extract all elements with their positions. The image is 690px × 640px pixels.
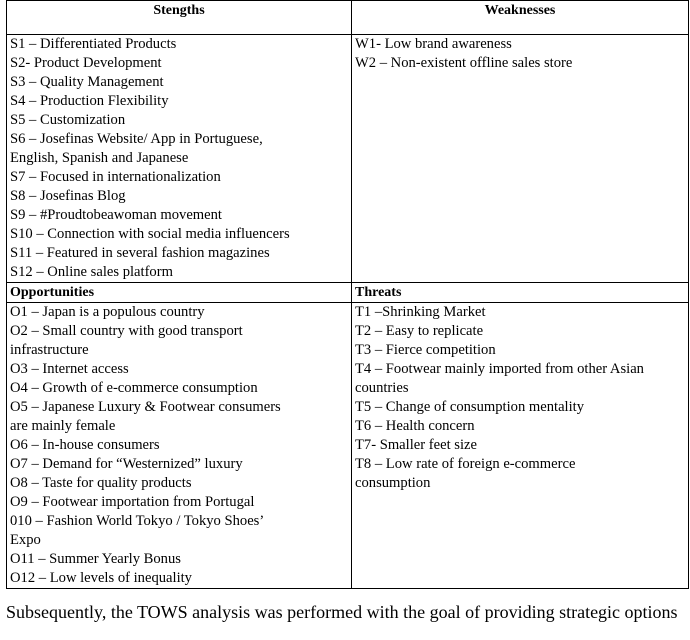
strength-item: English, Spanish and Japanese (10, 150, 189, 166)
strength-item: S10 – Connection with social media influencers (10, 226, 290, 242)
opportunity-item: O8 – Taste for quality products (10, 475, 192, 491)
threat-item: countries (355, 380, 409, 396)
weaknesses-cell (352, 35, 689, 283)
strength-item: S7 – Focused in internationalization (10, 169, 221, 185)
opportunity-item: are mainly female (10, 418, 116, 434)
opportunities-cell (7, 303, 352, 589)
threats-cell (352, 303, 689, 589)
opportunities-threats-row (7, 303, 689, 589)
weakness-item: W2 – Non-existent offline sales store (355, 55, 573, 71)
threat-item: T4 – Footwear mainly imported from other Asian (355, 361, 644, 377)
swot-table (6, 0, 689, 589)
opportunity-item: 010 – Fashion World Tokyo / Tokyo Shoes’ (10, 513, 265, 529)
threat-item: T1 –Shrinking Market (355, 304, 486, 320)
strengths-weaknesses-row (7, 35, 689, 283)
weakness-item: W1- Low brand awareness (355, 36, 512, 52)
body-paragraph-text: Subsequently, the TOWS analysis was performed with the goal of providing strategic options (6, 602, 678, 622)
opportunity-item: O11 – Summer Yearly Bonus (10, 551, 181, 567)
header-row (7, 1, 689, 35)
strength-item: S1 – Differentiated Products (10, 36, 177, 52)
opportunity-item: O9 – Footwear importation from Portugal (10, 494, 255, 510)
threats-header: Threats (352, 283, 689, 303)
opportunity-item: O4 – Growth of e-commerce consumption (10, 380, 258, 396)
opportunity-item: O7 – Demand for “Westernized” luxury (10, 456, 243, 472)
threat-item: T6 – Health concern (355, 418, 475, 434)
subheader-row (7, 283, 689, 303)
opportunity-item: O5 – Japanese Luxury & Footwear consumers (10, 399, 281, 415)
opportunity-item: O6 – In-house consumers (10, 437, 160, 453)
strengths-header: Stengths (7, 1, 352, 35)
opportunity-item: O1 – Japan is a populous country (10, 304, 205, 320)
strength-item: S4 – Production Flexibility (10, 93, 169, 109)
opportunity-item: infrastructure (10, 342, 89, 358)
strength-item: S2- Product Development (10, 55, 162, 71)
strengths-cell (7, 35, 352, 283)
threat-item: T7- Smaller feet size (355, 437, 477, 453)
strength-item: S3 – Quality Management (10, 74, 164, 90)
strength-item: S12 – Online sales platform (10, 264, 173, 280)
opportunity-item: O12 – Low levels of inequality (10, 570, 192, 586)
opportunity-item: O2 – Small country with good transport (10, 323, 243, 339)
strength-item: S11 – Featured in several fashion magazines (10, 245, 270, 261)
strength-item: S5 – Customization (10, 112, 126, 128)
threat-item: T5 – Change of consumption mentality (355, 399, 585, 415)
threat-item: T3 – Fierce competition (355, 342, 496, 358)
strength-item: S9 – #Proudtobeawoman movement (10, 207, 222, 223)
opportunity-item: Expo (10, 532, 41, 548)
threat-item: T2 – Easy to replicate (355, 323, 484, 339)
strength-item: S6 – Josefinas Website/ App in Portuguese, (10, 131, 263, 147)
threat-item: consumption (355, 475, 431, 491)
opportunities-header: Opportunities (7, 283, 352, 303)
threat-item: T8 – Low rate of foreign e-commerce (355, 456, 576, 472)
strength-item: S8 – Josefinas Blog (10, 188, 126, 204)
opportunity-item: O3 – Internet access (10, 361, 129, 377)
weaknesses-header: Weaknesses (352, 1, 689, 35)
